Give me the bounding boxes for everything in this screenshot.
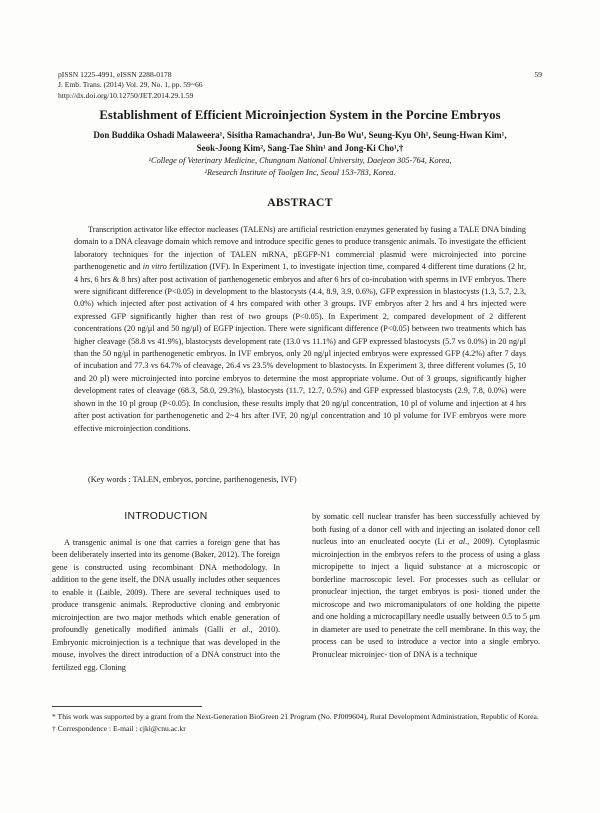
doi-link[interactable]: http://dx.doi.org/10.12750/JET.2014.29.1.59 [58, 90, 194, 100]
intro-paragraph-left [52, 537, 280, 675]
intro-right-etal: et al. [448, 537, 468, 546]
abstract-in-vitro: in vitro [142, 262, 167, 272]
intro-right-part-2: , 2009). Cytoplasmic microinjection in the embryos refers to the process of using a glass micropipette to inject a liquid substance at a microscopic or borderline macroscopic level. For processes such as cellular or pronuclear injection, the target embryos is posi- tioned under the microscope and two micromanipulators of one holding the pipette and one holding a microcapillary needle usually between 0.5 to 5 μm in diameter are used to penetrate the cell membrane. In this way, the process can be used to introduce a vector into a single embryo. Pronuclear microinjec- tion of DNA is a technique [312, 537, 541, 659]
authors-line-2: Seok-Joong Kim², Sang-Tae Shin¹ and Jong-Ki Cho¹,† [196, 143, 404, 153]
abstract-heading: ABSTRACT [267, 196, 333, 209]
intro-right-part-1: by somatic cell nuclear transfer has been successfully achieved by both fusing of a donor cell with and injecting an isolated donor cell nucleus into an enucleated oocyte (Li [312, 512, 540, 546]
affiliation-1: ¹College of Veterinary Medicine, Chungnam National University, Daejeon 305-764, Korea, [148, 156, 452, 165]
introduction-heading: INTRODUCTION [124, 511, 208, 522]
footnote-divider [52, 706, 202, 707]
correspondence-footnote: † Correspondence : E-mail : cjki@cnu.ac.kr [52, 723, 186, 733]
affiliations [60, 155, 540, 179]
author-list [80, 129, 520, 155]
intro-left-part-2: , 2010). Embryonic microinjection is a technique that was developed in the mouse, involves the direct introduction of a DNA construct into the fertilized egg. Cloning [52, 625, 280, 672]
abstract-text [74, 224, 526, 435]
keywords: (Key words : TALEN, embryos, porcine, parthenogenesis, IVF) [88, 475, 297, 484]
page-number: 59 [534, 70, 542, 79]
intro-paragraph-right [312, 511, 540, 661]
paper-title: Establishment of Efficient Microinjection System in the Porcine Embryos [99, 108, 501, 122]
intro-left-etal: et al. [229, 625, 251, 634]
intro-left-part-1: A transgenic animal is one that carries a foreign gene that has been deliberately inserted into its genome (Baker, 2012). The foreign gene is constructed using recombinant DNA methodology. In addition to the gene itself, the DNA usually includes other sequences to enable it (Laible, 2009). There are several techniques used to produce transgenic animals. Reproductive cloning and embryonic microinjection are two major methods which enable generation of profoundly genetically modified animals (Galli [52, 537, 280, 634]
intro-left-column [52, 511, 280, 674]
footnotes [52, 712, 552, 735]
affiliation-2: ²Research Institute of Toolgen Inc, Seoul 153-783, Korea. [204, 168, 396, 177]
issn-line: pISSN 1225-4991, eISSN 2288-0178 [58, 70, 172, 79]
journal-header [58, 70, 203, 101]
abstract-part-1: Transcription activator like effector nucleases (TALENs) are artificial restriction enzymes generated by fusing a TALE DNA binding domain to a DNA cleavage domain which remove and introduce specific genes to produce transgenic animals. To investigate the efficient laboratory techniques for the injection of TALEN mRNA, pEGFP-N1 commercial plasmid were microinjected into porcine parthenogenetic and [74, 225, 526, 272]
intro-right-column [312, 511, 540, 661]
funding-footnote: * This work was supported by a grant from the Next-Generation BioGreen 21 Program (No. PJ009604), Rural Development Administration, Republic of Korea. [52, 712, 539, 721]
authors-line-1: Don Buddika Oshadi Malaweera¹, Sisitha Ramachandra¹, Jun-Bo Wu¹, Seung-Kyu Oh¹, Seung-Hwan Kim¹, [93, 130, 507, 140]
journal-citation: J. Emb. Trans. (2014) Vol. 29, No. 1, pp. 59~66 [58, 80, 203, 90]
abstract-part-2: fertilization (IVF). In Experiment 1, to investigate injection time, compared 4 different time durations (2 hr, 4 hrs, 6 hrs & 8 hrs) after post activation of parthenogenetic embryos and after 6 hrs of co-incubation with sperms in IVF embryos. There were significant difference (P<0.05) in development to the blastocysts (4.4, 8.9, 3.9, 0.6%), GFP expression in blastocysts (1.3, 5.7, 2.3, 0.0%) which injected after post activation of 4 hrs compared with other 3 groups. IVF embryos after 2 hrs and 4 hrs injected were expressed GFP significantly higher than rest of two groups (P<0.05). In Experiment 2, compared development of 2 different concentrations (20 ng/μl and 50 ng/μl) of EGFP injection. There were significant difference (P<0.05) between two treatments which has higher cleavage (58.8 vs 41.9%), blastocysts development rate (13.0 vs 11.1%) and GFP expressed blastocysts (5.7 vs 0.0%) in 20 ng/μl than the 50 ng/μl in parthenogenetic embryos. In IVF embryos, only 20 ng/μl injected embryos were expressed GFP (4.2%) after 7 days of incubation and 77.3 vs 64.7% of cleavage, 26.4 vs 23.5% development to blastocysts. In Experiment 3, three different volumes (5, 10 and 20 pl) were microinjected into porcine embryos to determine the most appropriate volume. Out of 3 groups, significantly higher development rates of cleavage (68.3, 58.0, 29.3%), blastocysts (11.7, 12.7, 0.5%) and GFP expressed blastocysts (2.9, 7.8, 0.0%) were shown in the 10 pl group (P<0.05). In conclusion, these results imply that 20 ng/μl concentration, 10 pl of volume and injection at 4 hrs after post activation for parthenogenetic and 2~4 hrs after IVF, 20 ng/μl concentration and 10 pl volume for IVF embryos were more effective microinjection conditions. [74, 262, 527, 433]
